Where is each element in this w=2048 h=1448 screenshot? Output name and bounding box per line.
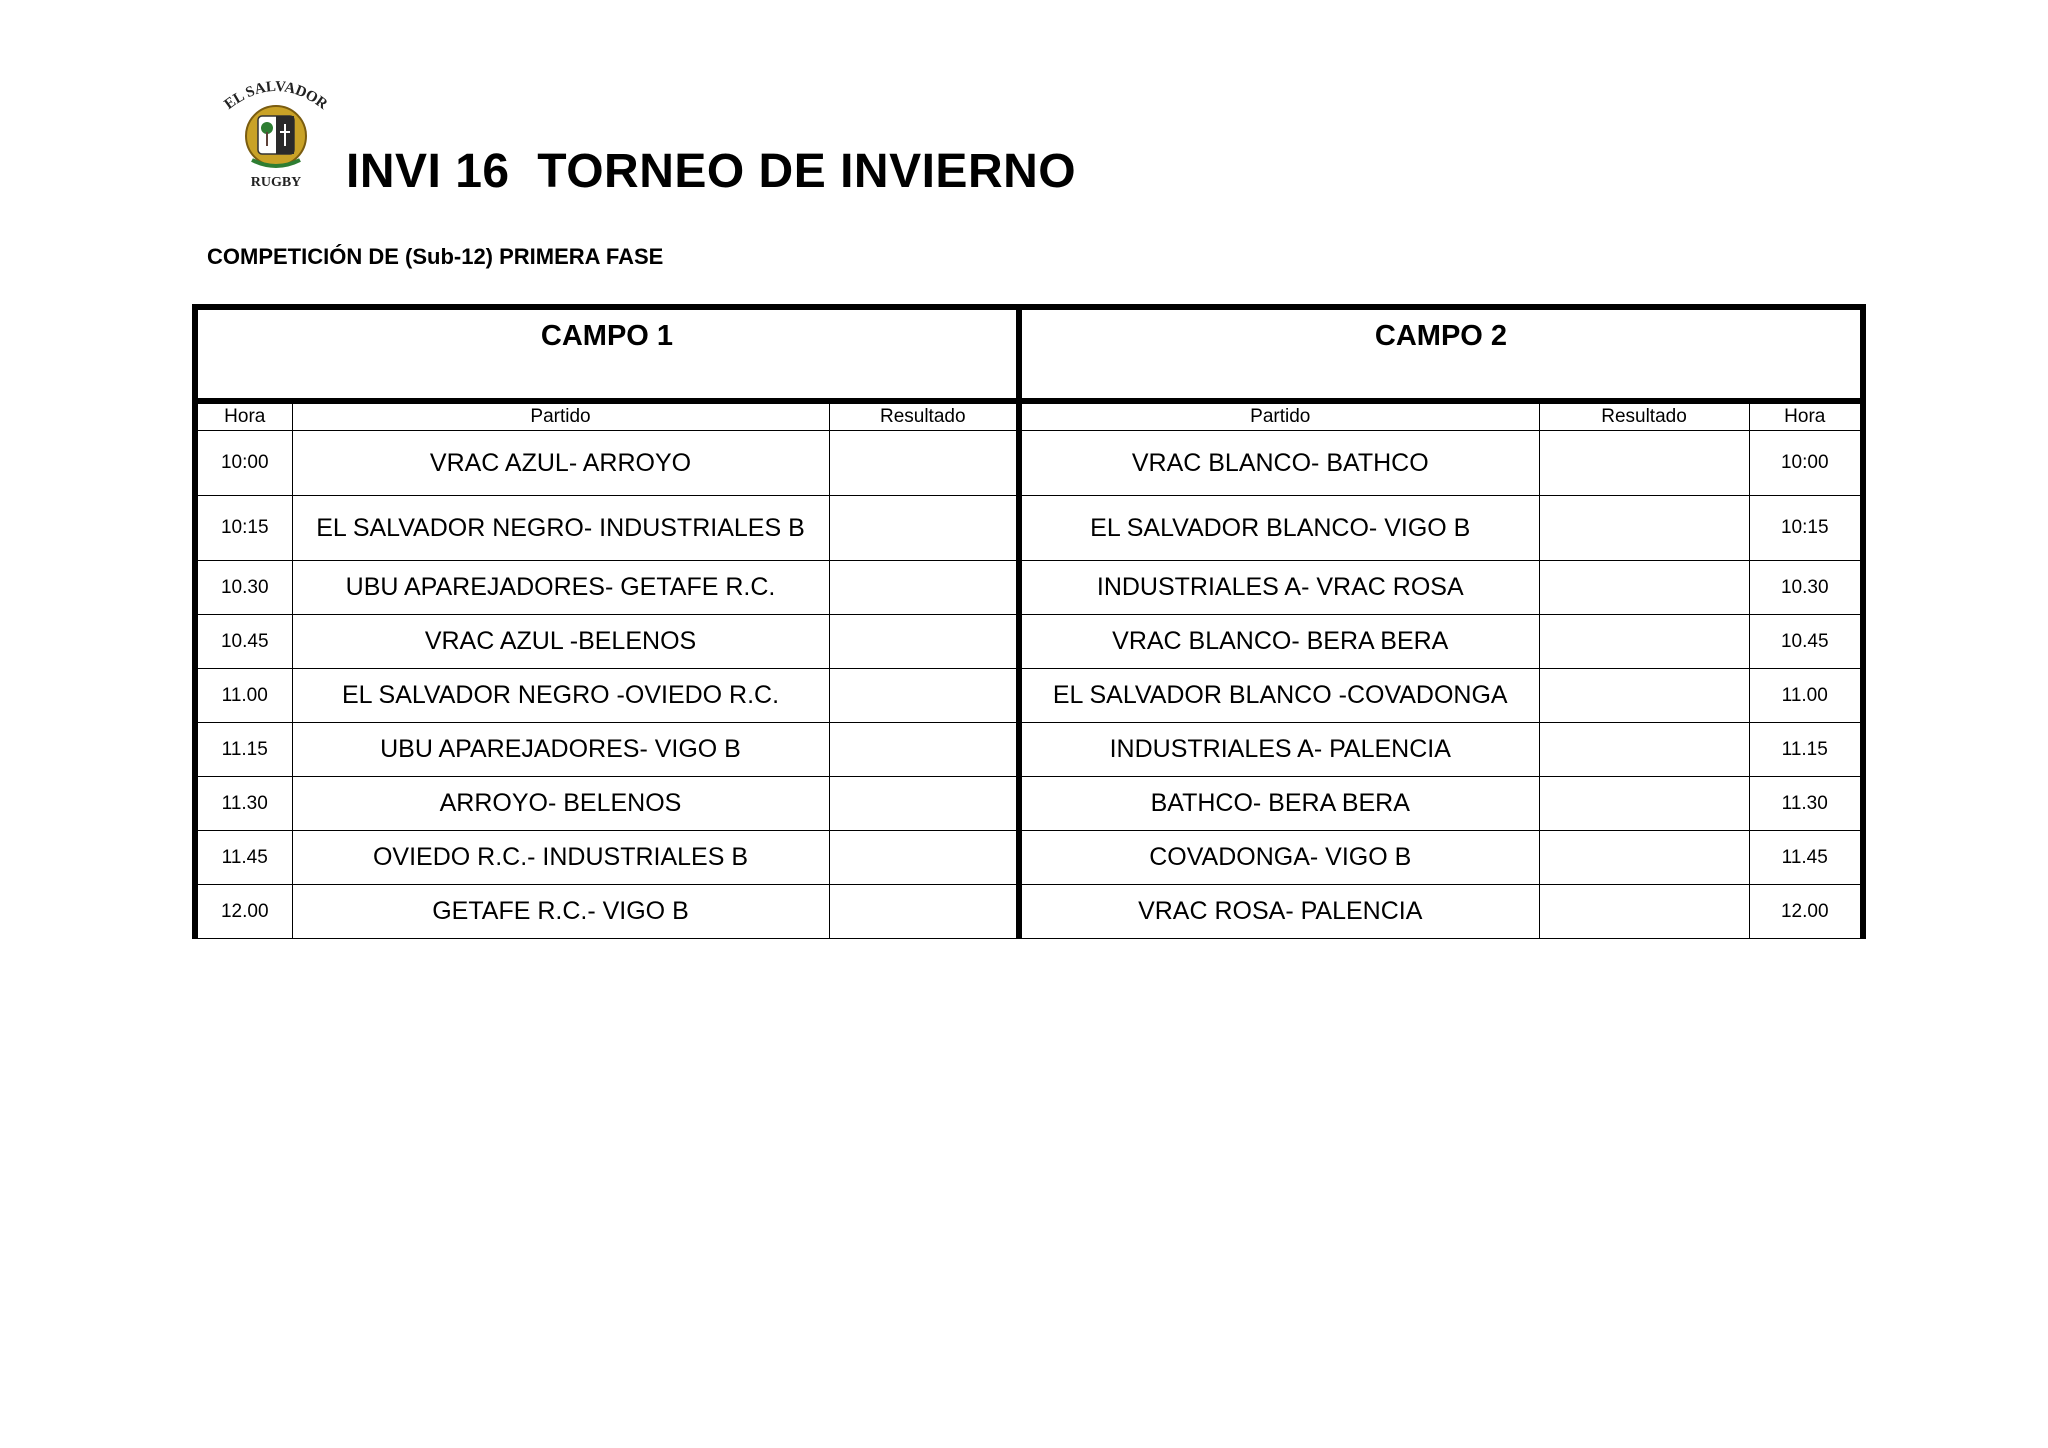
- match-time-campo2: 12.00: [1749, 885, 1863, 939]
- match-time-campo2: 11.15: [1749, 723, 1863, 777]
- result-cell-campo2[interactable]: [1539, 561, 1749, 615]
- match-time-campo2: 10.45: [1749, 615, 1863, 669]
- result-cell-campo1[interactable]: [829, 885, 1019, 939]
- match-schedule-table: [192, 304, 1866, 939]
- match-time-campo1: 10:15: [195, 496, 292, 561]
- table-row: [195, 885, 1863, 939]
- match-campo2: INDUSTRIALES A- VRAC ROSA: [1019, 561, 1539, 615]
- col-hora-1: Hora: [195, 401, 292, 431]
- result-cell-campo1[interactable]: [829, 669, 1019, 723]
- match-campo2: EL SALVADOR BLANCO -COVADONGA: [1019, 669, 1539, 723]
- match-time-campo1: 10.30: [195, 561, 292, 615]
- match-time-campo2: 11.00: [1749, 669, 1863, 723]
- match-time-campo1: 11.00: [195, 669, 292, 723]
- match-time-campo1: 11.15: [195, 723, 292, 777]
- table-row: [195, 669, 1863, 723]
- logo-bottom-text: RUGBY: [250, 175, 302, 190]
- result-cell-campo2[interactable]: [1539, 831, 1749, 885]
- col-resultado-2: Resultado: [1539, 401, 1749, 431]
- result-cell-campo2[interactable]: [1539, 669, 1749, 723]
- result-cell-campo1[interactable]: [829, 777, 1019, 831]
- table-row: [195, 831, 1863, 885]
- match-time-campo1: 11.30: [195, 777, 292, 831]
- campo1-header: CAMPO 1: [195, 307, 1019, 401]
- match-campo1: VRAC AZUL- ARROYO: [292, 431, 829, 496]
- logo-top-text: EL SALVADOR: [221, 78, 331, 113]
- competition-subtitle: COMPETICIÓN DE (Sub-12) PRIMERA FASE: [207, 244, 664, 269]
- result-cell-campo2[interactable]: [1539, 431, 1749, 496]
- result-cell-campo1[interactable]: [829, 831, 1019, 885]
- match-campo1: EL SALVADOR NEGRO -OVIEDO R.C.: [292, 669, 829, 723]
- result-cell-campo2[interactable]: [1539, 777, 1749, 831]
- club-logo: [212, 72, 340, 192]
- match-campo1: EL SALVADOR NEGRO- INDUSTRIALES B: [292, 496, 829, 561]
- col-partido-2: Partido: [1019, 401, 1539, 431]
- match-campo2: EL SALVADOR BLANCO- VIGO B: [1019, 496, 1539, 561]
- col-hora-2: Hora: [1749, 401, 1863, 431]
- col-resultado-1: Resultado: [829, 401, 1019, 431]
- table-row: [195, 496, 1863, 561]
- match-time-campo2: 10:00: [1749, 431, 1863, 496]
- match-time-campo2: 11.30: [1749, 777, 1863, 831]
- match-campo1: UBU APAREJADORES- VIGO B: [292, 723, 829, 777]
- table-row: [195, 723, 1863, 777]
- match-campo1: ARROYO- BELENOS: [292, 777, 829, 831]
- result-cell-campo2[interactable]: [1539, 723, 1749, 777]
- result-cell-campo1[interactable]: [829, 561, 1019, 615]
- match-time-campo2: 10.30: [1749, 561, 1863, 615]
- match-campo2: VRAC BLANCO- BATHCO: [1019, 431, 1539, 496]
- result-cell-campo1[interactable]: [829, 615, 1019, 669]
- result-cell-campo1[interactable]: [829, 723, 1019, 777]
- match-campo2: COVADONGA- VIGO B: [1019, 831, 1539, 885]
- page-title: INVI 16 TORNEO DE INVIERNO: [346, 145, 1077, 198]
- match-time-campo2: 11.45: [1749, 831, 1863, 885]
- match-campo2: VRAC BLANCO- BERA BERA: [1019, 615, 1539, 669]
- match-campo1: VRAC AZUL -BELENOS: [292, 615, 829, 669]
- col-partido-1: Partido: [292, 401, 829, 431]
- match-campo1: OVIEDO R.C.- INDUSTRIALES B: [292, 831, 829, 885]
- match-campo2: VRAC ROSA- PALENCIA: [1019, 885, 1539, 939]
- match-time-campo1: 10.45: [195, 615, 292, 669]
- table-row: [195, 777, 1863, 831]
- match-campo2: BATHCO- BERA BERA: [1019, 777, 1539, 831]
- match-time-campo1: 12.00: [195, 885, 292, 939]
- table-row: [195, 431, 1863, 496]
- table-row: [195, 615, 1863, 669]
- result-cell-campo2[interactable]: [1539, 885, 1749, 939]
- result-cell-campo1[interactable]: [829, 431, 1019, 496]
- match-time-campo2: 10:15: [1749, 496, 1863, 561]
- result-cell-campo2[interactable]: [1539, 496, 1749, 561]
- match-campo2: INDUSTRIALES A- PALENCIA: [1019, 723, 1539, 777]
- match-campo1: GETAFE R.C.- VIGO B: [292, 885, 829, 939]
- result-cell-campo2[interactable]: [1539, 615, 1749, 669]
- table-row: [195, 561, 1863, 615]
- match-campo1: UBU APAREJADORES- GETAFE R.C.: [292, 561, 829, 615]
- result-cell-campo1[interactable]: [829, 496, 1019, 561]
- match-time-campo1: 10:00: [195, 431, 292, 496]
- match-time-campo1: 11.45: [195, 831, 292, 885]
- campo2-header: CAMPO 2: [1019, 307, 1863, 401]
